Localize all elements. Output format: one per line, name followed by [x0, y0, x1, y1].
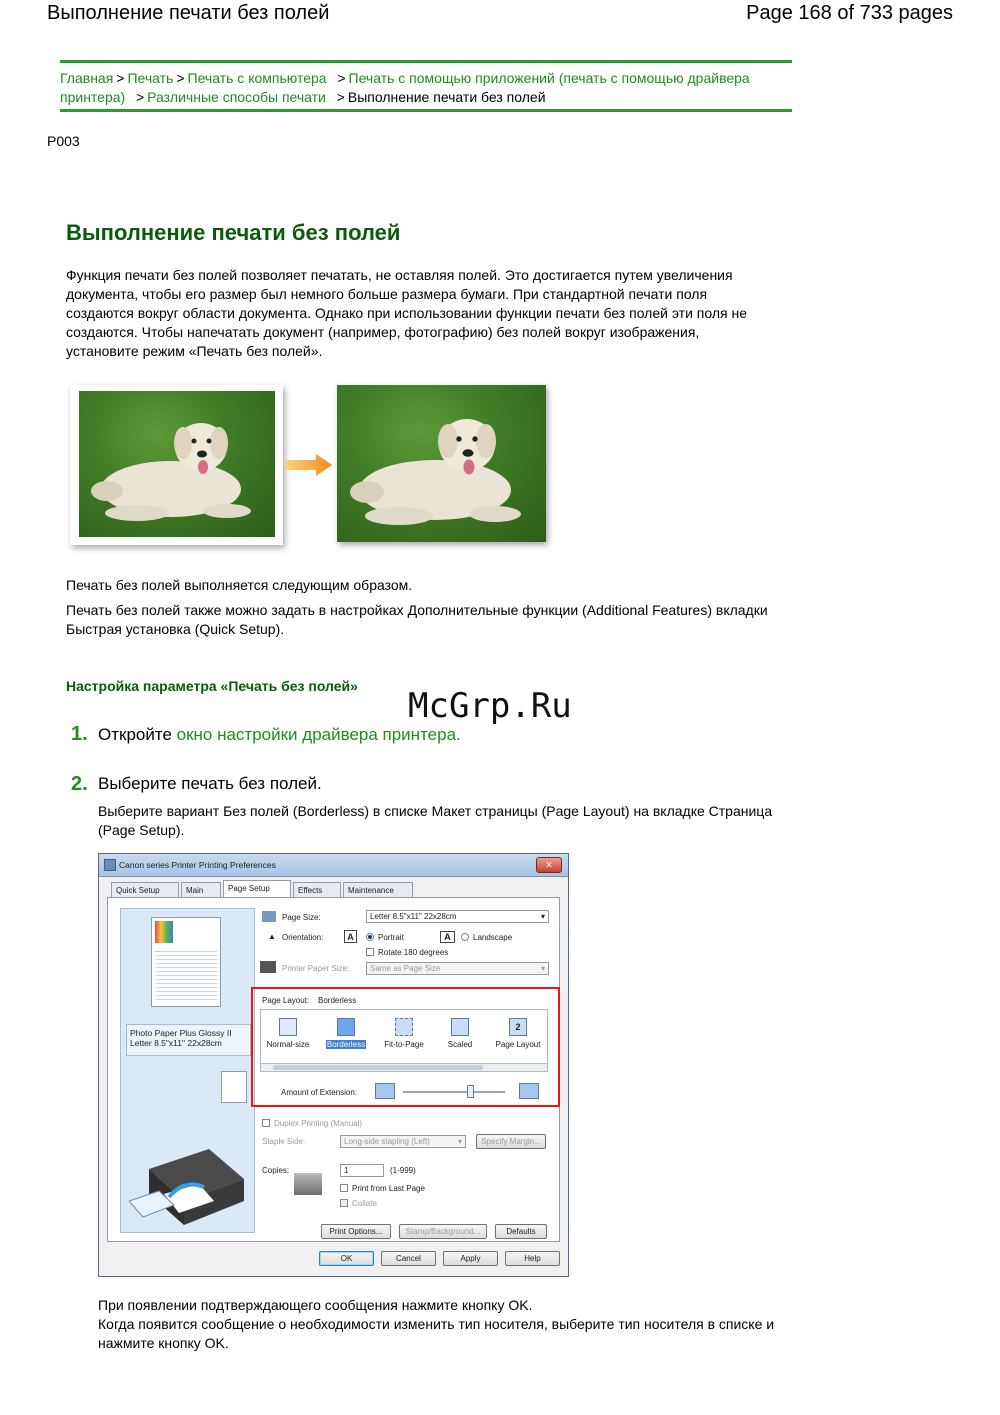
watermark-text: McGrp.Ru	[408, 686, 572, 726]
copies-input[interactable]: 1	[340, 1164, 384, 1177]
cancel-button[interactable]: Cancel	[381, 1251, 436, 1266]
layout-scaled[interactable]	[435, 1018, 485, 1049]
page-title: Выполнение печати без полей	[66, 220, 401, 245]
tab-effects[interactable]	[293, 882, 341, 897]
duplex-label: Duplex Printing (Manual)	[274, 1119, 363, 1128]
tab-quick-setup[interactable]	[111, 882, 179, 897]
layout-normal-size[interactable]	[263, 1018, 313, 1049]
printer-paper-size-select[interactable]: Same as Page Size ▾	[366, 962, 549, 975]
paragraph: Печать без полей также можно задать в настройках Дополнительные функции (Additional Features) вкладки Быстрая установка (Quick Setup).	[66, 602, 768, 637]
breadcrumb	[60, 60, 792, 112]
breadcrumb-link-home[interactable]: Главная	[60, 70, 114, 86]
page-layout-highlight	[251, 987, 560, 1107]
page-layout-icon: 2	[509, 1018, 527, 1036]
step-text	[98, 725, 461, 745]
stamp-background-button[interactable]: Stamp/Background...	[399, 1224, 487, 1239]
photo-with-border	[70, 385, 283, 545]
collate-label: Collate	[352, 1199, 377, 1208]
breadcrumb-separator: >	[337, 70, 346, 86]
breadcrumb-separator: >	[135, 89, 145, 105]
tab-maintenance[interactable]	[343, 882, 413, 897]
layout-borderless[interactable]	[321, 1018, 371, 1049]
landscape-icon: A	[440, 931, 455, 943]
page-size-label: Page Size:	[282, 913, 321, 922]
step-number: 1.	[71, 723, 88, 745]
preview-lines	[155, 948, 217, 1003]
help-button[interactable]: Help	[505, 1251, 560, 1266]
tab-label: Main	[186, 886, 204, 895]
page-layout-value: Borderless	[318, 996, 357, 1005]
extension-slider-track[interactable]	[403, 1091, 505, 1093]
print-from-last-page-label: Print from Last Page	[352, 1184, 425, 1193]
orientation-label: Orientation:	[282, 933, 324, 942]
preview-pane	[120, 908, 255, 1233]
arrow-right-icon	[286, 452, 334, 478]
driver-settings-link[interactable]: окно настройки драйвера принтера.	[176, 725, 461, 744]
dog-photo-borderless-image	[337, 385, 546, 542]
borderless-icon	[337, 1018, 355, 1036]
close-icon[interactable]: ✕	[536, 857, 562, 873]
layout-label: Page Layout	[495, 1040, 541, 1049]
breadcrumb-link-print-methods[interactable]: Различные способы печати	[147, 89, 326, 105]
step-description: Выберите вариант Без полей (Borderless) в списке Макет страницы (Page Layout) на вкладке Страница (Page Setup).	[98, 803, 773, 838]
print-from-last-page-checkbox[interactable]	[340, 1184, 348, 1192]
defaults-button[interactable]: Defaults	[495, 1224, 547, 1239]
landscape-radio[interactable]	[461, 933, 469, 941]
extension-slider-thumb[interactable]	[467, 1085, 474, 1098]
layout-label: Scaled	[447, 1040, 473, 1049]
portrait-label: Portrait	[378, 933, 404, 942]
staple-side-select[interactable]: Long-side stapling (Left) ▾	[340, 1135, 466, 1148]
extension-max-icon[interactable]	[519, 1083, 539, 1099]
page-layout-label: Page Layout:	[262, 996, 310, 1005]
apply-button[interactable]: Apply	[443, 1251, 498, 1266]
page-setup-panel	[107, 897, 560, 1242]
page-size-icon	[262, 911, 276, 922]
landscape-label: Landscape	[473, 933, 513, 942]
media-info	[126, 1024, 251, 1056]
step-text-label: Откройте	[98, 725, 177, 744]
dog-photo-image	[79, 391, 275, 537]
breadcrumb-current: Выполнение печати без полей	[347, 89, 546, 105]
orientation-icon: ▲	[268, 932, 276, 941]
tab-label: Maintenance	[348, 886, 394, 895]
tab-page-setup[interactable]	[223, 880, 291, 898]
paragraph: Когда появится сообщение о необходимости изменить тип носителя, выберите тип носителя в списке и нажмите кнопку OK.	[98, 1316, 775, 1351]
copies-label: Copies:	[262, 1166, 290, 1175]
step-text: Выберите печать без полей.	[98, 774, 322, 793]
copies-icon	[294, 1173, 322, 1195]
tab-label: Effects	[298, 886, 323, 895]
breadcrumb-separator: >	[116, 70, 125, 86]
page-layout-list	[260, 1009, 548, 1071]
printer-paper-icon	[260, 961, 276, 973]
layout-label: Normal-size	[266, 1040, 310, 1049]
document-title: Выполнение печати без полей	[47, 2, 330, 24]
tab-label: Quick Setup	[116, 886, 160, 895]
breadcrumb-link-print-from-apps[interactable]: Печать с помощью приложений (печать с помощью драйвера принтера)	[60, 70, 750, 105]
photo-borderless	[337, 385, 546, 542]
dialog-titlebar	[99, 854, 568, 877]
step-number: 2.	[71, 773, 88, 795]
paragraph: При появлении подтверждающего сообщения нажмите кнопку OK.	[98, 1297, 533, 1313]
ok-button[interactable]: OK	[319, 1251, 374, 1266]
dog-illustration	[337, 385, 546, 542]
breadcrumb-separator: >	[176, 70, 185, 86]
preview-image	[155, 921, 173, 943]
paragraph: Печать без полей выполняется следующим образом.	[66, 577, 413, 593]
staple-side-label: Staple Side:	[262, 1137, 306, 1146]
printer-icon	[129, 1139, 249, 1229]
copies-range: (1-999)	[390, 1166, 416, 1175]
layout-label: Fit-to-Page	[384, 1040, 424, 1049]
rotate-label: Rotate 180 degrees	[378, 948, 449, 957]
layout-label: Borderless	[326, 1040, 366, 1049]
specify-margin-button[interactable]: Specify Margin...	[476, 1134, 546, 1149]
page-code: P003	[47, 133, 80, 149]
printer-paper-size-label: Printer Paper Size:	[282, 964, 350, 973]
breadcrumb-link-print[interactable]: Печать	[127, 70, 174, 86]
tab-label: Page Setup	[228, 884, 270, 893]
fit-to-page-icon	[395, 1018, 413, 1036]
scaled-icon	[451, 1018, 469, 1036]
duplex-checkbox[interactable]	[262, 1119, 270, 1127]
layout-page-layout[interactable]	[493, 1018, 543, 1049]
print-options-button[interactable]: Print Options...	[321, 1224, 391, 1239]
scrollbar-thumb[interactable]	[273, 1065, 483, 1070]
amount-of-extension-label: Amount of Extension:	[281, 1088, 358, 1097]
page-counter: Page 168 of 733 pages	[746, 2, 953, 24]
normal-size-icon	[279, 1018, 297, 1036]
media-size: Letter 8.5"x11" 22x28cm	[130, 1038, 222, 1048]
portrait-icon: A	[344, 930, 357, 943]
breadcrumb-link-print-from-computer[interactable]: Печать с компьютера	[187, 70, 327, 86]
printer-preferences-dialog	[98, 853, 569, 1277]
page-size-select[interactable]: Letter 8.5"x11" 22x28cm ▾	[366, 910, 549, 923]
collate-checkbox[interactable]	[340, 1199, 348, 1207]
rotate-checkbox[interactable]	[366, 948, 374, 956]
intro-paragraph: Функция печати без полей позволяет печатать, не оставляя полей. Это достигается путем увеличения документа, чтобы его размер был немного больше размера бумаги. При стандартной печати поля создаются вокруг области документа. Однако при использовании функции печати без полей эти поля не создаются. Чтобы напечатать документ (например, фотографию) без полей вокруг изображения, установите режим «Печать без полей».	[66, 267, 748, 359]
portrait-radio[interactable]	[366, 933, 374, 941]
paper-orientation-icon	[221, 1071, 247, 1103]
printer-icon	[104, 859, 116, 871]
layout-scrollbar[interactable]	[260, 1063, 548, 1072]
media-type: Photo Paper Plus Glossy II	[130, 1028, 232, 1038]
section-heading: Настройка параметра «Печать без полей»	[66, 678, 358, 694]
dialog-title: Canon series Printer Printing Preferences	[119, 860, 276, 870]
extension-min-icon[interactable]	[375, 1083, 395, 1099]
breadcrumb-separator: >	[336, 89, 345, 105]
page-preview	[151, 917, 221, 1007]
tab-main[interactable]	[181, 882, 221, 897]
layout-fit-to-page[interactable]	[379, 1018, 429, 1049]
dog-illustration	[79, 391, 275, 537]
